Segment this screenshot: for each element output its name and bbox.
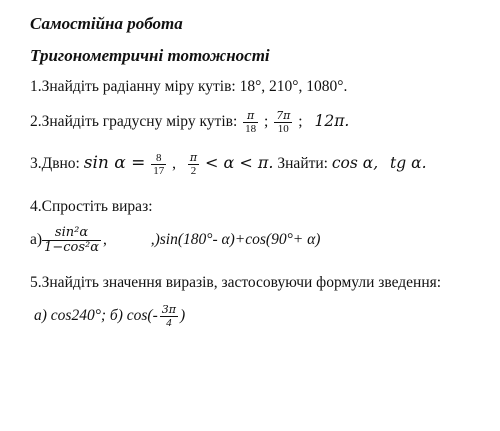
fraction-denominator: 17 bbox=[153, 165, 165, 177]
task-2-tail: 12π. bbox=[314, 112, 350, 131]
fraction-numerator: sin²α bbox=[54, 225, 89, 240]
task-3-fraction-2 bbox=[188, 152, 199, 177]
fraction-numerator: 7π bbox=[276, 109, 291, 122]
fraction-denominator: 4 bbox=[160, 316, 178, 329]
fraction-numerator: π bbox=[247, 109, 255, 122]
fraction-numerator: 8 bbox=[156, 152, 162, 164]
task-5 bbox=[34, 304, 185, 329]
task-4-a-label: а) bbox=[30, 231, 43, 249]
task-3-inequality: < α < π. bbox=[205, 153, 274, 173]
separator: ; bbox=[298, 113, 303, 131]
task-3-prefix: 3.Двно: bbox=[30, 155, 80, 173]
task-3-fraction-1 bbox=[151, 152, 166, 177]
task-4 bbox=[30, 226, 320, 255]
task-2 bbox=[30, 110, 349, 135]
task-3-tg: tg α. bbox=[390, 154, 427, 173]
task-2-fraction-1 bbox=[243, 110, 258, 135]
task-1: 1.Знайдіть радіанну міру кутів: 18°, 210°, 1080°. bbox=[30, 78, 348, 95]
fraction-denominator: 10 bbox=[274, 122, 292, 135]
task-3-cos: cos α, bbox=[331, 154, 379, 173]
close-paren: ) bbox=[180, 307, 186, 325]
task-5-fraction bbox=[160, 304, 178, 329]
fraction-numerator: π bbox=[189, 151, 198, 164]
task-2-prefix: 2.Знайдіть градусну міру кутів: bbox=[30, 113, 238, 131]
comma: , bbox=[172, 155, 177, 173]
task-4-title: 4.Спростіть вираз: bbox=[30, 198, 153, 215]
task-2-fraction-2 bbox=[274, 110, 292, 135]
task-5-expressions: а) cos240°; б) cos(- bbox=[34, 307, 158, 325]
task-4-b: ,)sin(180°- α)+cos(90°+ α) bbox=[150, 231, 321, 249]
task-3-find: Знайти: bbox=[277, 155, 328, 173]
document-subtitle: Тригонометричні тотожності bbox=[30, 46, 270, 65]
task-3 bbox=[30, 152, 427, 177]
fraction-denominator: 18 bbox=[245, 123, 257, 135]
fraction-numerator: 3π bbox=[161, 303, 176, 316]
fraction-denominator: 1−cos²α bbox=[44, 240, 99, 255]
fraction-denominator: 2 bbox=[188, 164, 199, 177]
document-title: Самостійна робота bbox=[30, 14, 183, 33]
task-3-sin: sin α = bbox=[83, 153, 146, 174]
task-4-a-fraction bbox=[42, 226, 101, 255]
separator: ; bbox=[264, 113, 269, 131]
task-5-title: 5.Знайдіть значення виразів, застосовуючи формули зведення: bbox=[30, 274, 442, 291]
comma: , bbox=[102, 231, 107, 249]
